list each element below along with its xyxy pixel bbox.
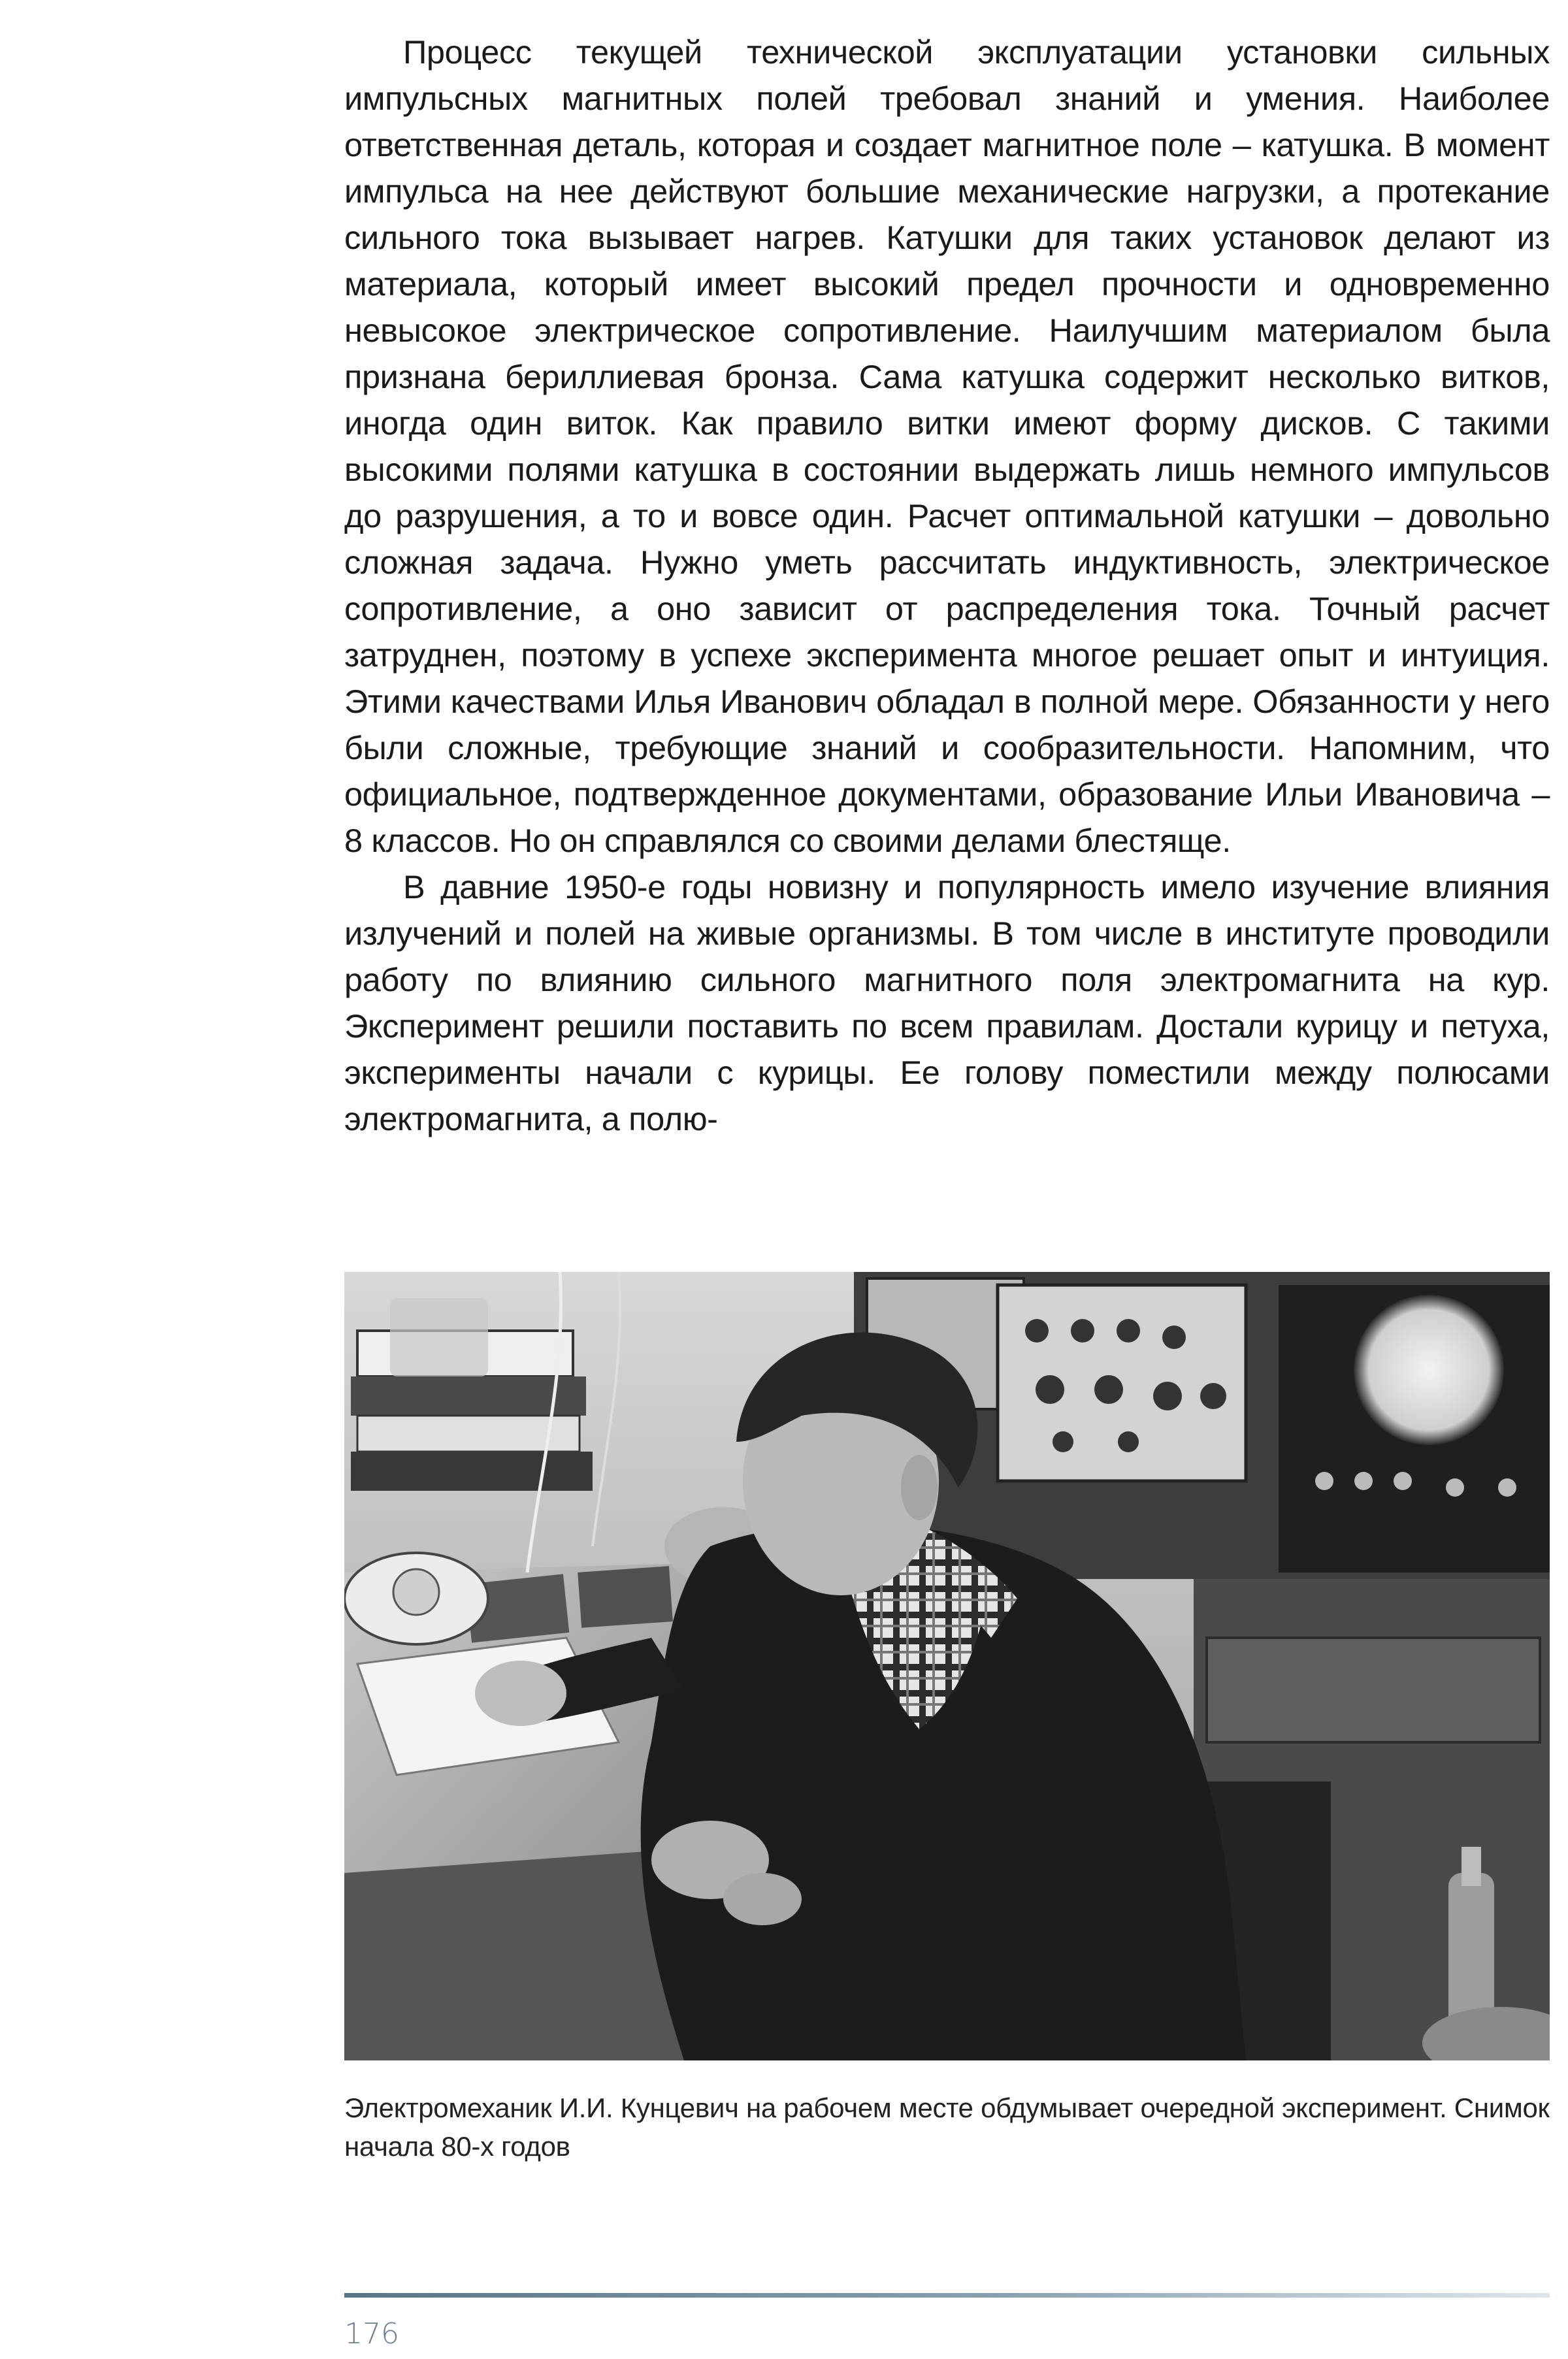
paragraph-1: Процесс текущей технической эксплуатации установки сильных импульсных магнитных полей требовал знаний и умения. Наиболее ответственная деталь, которая и создает магнитное поле – катушка. В момент импульса на нее действуют большие механические нагрузки, а протекание сильного тока вызывает нагрев. Катушки для таких установок делают из материала, который имеет высокий предел прочности и одновременно невысокое электрическое сопротивление. Наилучшим материалом была признана бериллиевая бронза. Сама катушка содержит несколько витков, иногда один виток. Как правило витки имеют форму дисков. С такими высокими полями катушка в состоянии выдержать лишь немного импульсов до разрушения, а то и вовсе один. Расчет оптимальной катушки – довольно сложная задача. Нужно уметь рассчитать индуктивность, электрическое сопротивление, а оно зависит от распределения тока. Точный расчет затруднен, поэтому в успехе эксперимента многое решает опыт и интуиция. Этими качествами Илья Иванович обладал в полной мере. Обязанности у него были сложные, требующие знаний и сообразительности. Напомним, что официальное, подтвержденное документами, образование Ильи Ивановича – 8 классов. Но он справлялся со своими делами блестяще.	[344, 33, 1550, 859]
footer-rule	[344, 2293, 1550, 2298]
paragraph-2: В давние 1950-е годы новизну и популярность имело изучение влияния излучений и полей на живые организмы. В том числе в институте проводили работу по влиянию сильного магнитного поля электромагнита на кур. Эксперимент решили поставить по всем правилам. Достали курицу и петуха, эксперименты начали с курицы. Ее голову поместили между полюсами электромагнита, а полю-	[344, 868, 1550, 1137]
page-number: 176	[344, 2317, 399, 2351]
photo-electromechanic-at-workbench	[344, 1272, 1550, 2060]
figure-caption: Электромеханик И.И. Кунцевич на рабочем месте обдумывает очередной эксперимент. Снимок начала 80-х годов	[344, 2092, 1550, 2162]
body-text	[344, 29, 1550, 1142]
